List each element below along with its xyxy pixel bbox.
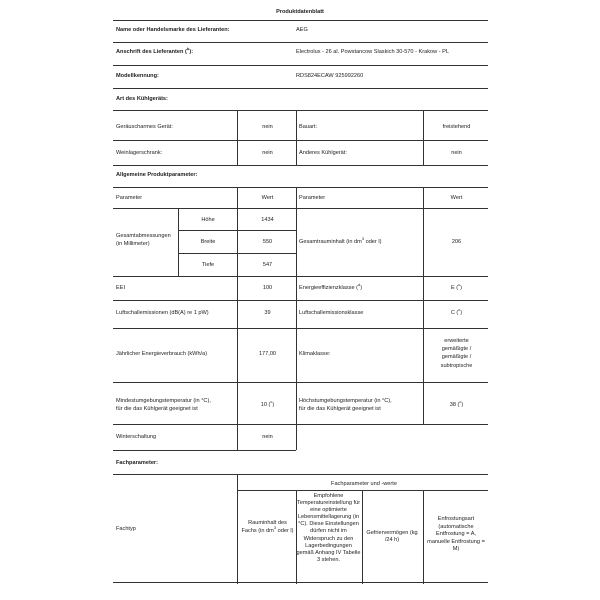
supplier-label: Name oder Handelsmarke des Lieferanten: (116, 27, 230, 33)
low-noise-value: nein (262, 124, 273, 130)
construction-label: Bauart: (299, 124, 318, 130)
col-value-right: Wert (450, 195, 463, 201)
col-defrost-type: Enfrostungsart (automatische Entfrostung = A, manuelle Entfrostung = M) (427, 516, 485, 552)
depth-label: Tiefe (201, 262, 215, 268)
model-value: RDS824ECAW 925992260 (296, 73, 364, 79)
width-value: 550 (262, 239, 273, 245)
divider (296, 187, 297, 450)
divider (113, 88, 488, 89)
divider (296, 110, 297, 165)
min-temp-label-1: Mindestumgebungstemperatur (in °C), (116, 398, 211, 404)
divider (113, 382, 488, 383)
model-label: Modellkennung: (116, 73, 159, 79)
divider (113, 110, 488, 111)
divider (296, 490, 297, 584)
energy-class-value: E ($^c$) (450, 282, 463, 291)
col-value: Wert (261, 195, 274, 201)
divider (113, 276, 488, 277)
volume-label: Gesamtrauminhalt (in $dm^3$ oder l) (299, 236, 382, 245)
width-label: Breite (200, 239, 216, 245)
col-recommended-temp: Empfohlene Temperatureinstellung für eine optimierte Lebensmittellagerung (in °C). Diese Einstellungen dürfen nicht im Widerspruch zu den Lagerbedingungen gemäß Anhang IV Tabelle 3 stehen. (296, 493, 361, 563)
address-value: Electrolux - 26 al. Powstancow Slaskich 30-570 - Krakow - PL (296, 49, 449, 55)
volume-value: 206 (451, 239, 462, 245)
divider (113, 187, 488, 188)
divider (113, 474, 488, 475)
winter-label: Winterschaltung (116, 434, 157, 440)
depth-value: 547 (262, 262, 273, 268)
wine-cabinet-value: nein (262, 150, 273, 156)
low-noise-label: Geräuscharmes Gerät: (116, 124, 173, 130)
noise-class-label: Luftschallemissionsklasse (299, 310, 364, 316)
noise-value: 39 (264, 310, 271, 316)
construction-value: freistehend (442, 124, 471, 130)
divider (423, 187, 424, 424)
max-temp-value: 38 ($^c$) (449, 399, 464, 408)
wine-cabinet-label: Weinlagerschrank: (116, 150, 163, 156)
device-type-heading: Art des Kühlgeräts: (116, 96, 168, 102)
col-parameter-right: Parameter (299, 195, 326, 201)
divider (113, 208, 488, 209)
climate-value-1: erweiterte (444, 338, 469, 344)
consumption-label: Jährlicher Energieverbrauch (kWh/a) (116, 351, 208, 357)
eei-label: EEI (116, 285, 126, 291)
divider (362, 490, 363, 584)
divider (113, 20, 488, 21)
divider (423, 490, 424, 584)
divider (113, 42, 488, 43)
climate-label: Klimaklasse: (299, 351, 331, 357)
divider (423, 110, 424, 165)
climate-value-4: subtropische (440, 363, 473, 369)
col-compartment-volume: Rauminhalt des Fachs (in $dm^3$ oder l) (241, 520, 294, 534)
other-device-label: Anderes Kühlgerät: (299, 150, 347, 156)
eei-value: 100 (262, 285, 273, 291)
divider (237, 187, 238, 450)
other-device-value: nein (451, 150, 462, 156)
supplier-value: AEG (296, 27, 308, 33)
consumption-value: 177,00 (258, 351, 277, 357)
col-compartment-type: Fachtyp (116, 526, 136, 532)
compartments-heading: Fachparameter: (116, 460, 158, 466)
divider (178, 208, 179, 276)
col-parameter: Parameter (116, 195, 143, 201)
winter-value: nein (262, 434, 273, 440)
max-temp-label-2: für die das Kühlgerät geeignet ist (299, 406, 381, 412)
climate-value-3: gemäßigte / (441, 354, 472, 360)
noise-class-value: C ($^c$) (450, 307, 463, 316)
height-label: Höhe (201, 217, 215, 223)
noise-label: Luftschallemissionen (dB(A) re 1 pW) (116, 310, 209, 316)
page-title: Produktdatenblatt (276, 9, 324, 15)
divider (237, 110, 238, 165)
min-temp-label-2: für die das Kühlgerät geeignet ist (116, 406, 198, 412)
divider (113, 582, 488, 583)
divider (113, 300, 488, 301)
min-temp-value: 10 ($^c$) (260, 399, 275, 408)
divider (113, 140, 488, 141)
dimensions-label: Gesamtabmessungen (in Millimeter) (116, 233, 171, 247)
divider (113, 65, 488, 66)
energy-class-label: Energieeffizienzklasse ($^d$) (299, 282, 363, 291)
col-freezing-capacity: Gefriervermögen (kg /24 h) (366, 530, 418, 544)
address-label: Anschrift des Lieferanten ($^b$): (116, 46, 194, 55)
max-temp-label-1: Höchstumgebungstemperatur (in °C), (299, 398, 392, 404)
height-value: 1434 (261, 217, 274, 223)
divider (113, 328, 488, 329)
divider (113, 165, 488, 166)
divider (113, 424, 488, 425)
climate-value-2: gemäßigte / (441, 346, 472, 352)
divider (113, 450, 296, 451)
general-heading: Allgemeine Produktparameter: (116, 172, 198, 178)
compartments-group-header: Fachparameter und -werte (331, 481, 397, 487)
divider (237, 474, 238, 584)
